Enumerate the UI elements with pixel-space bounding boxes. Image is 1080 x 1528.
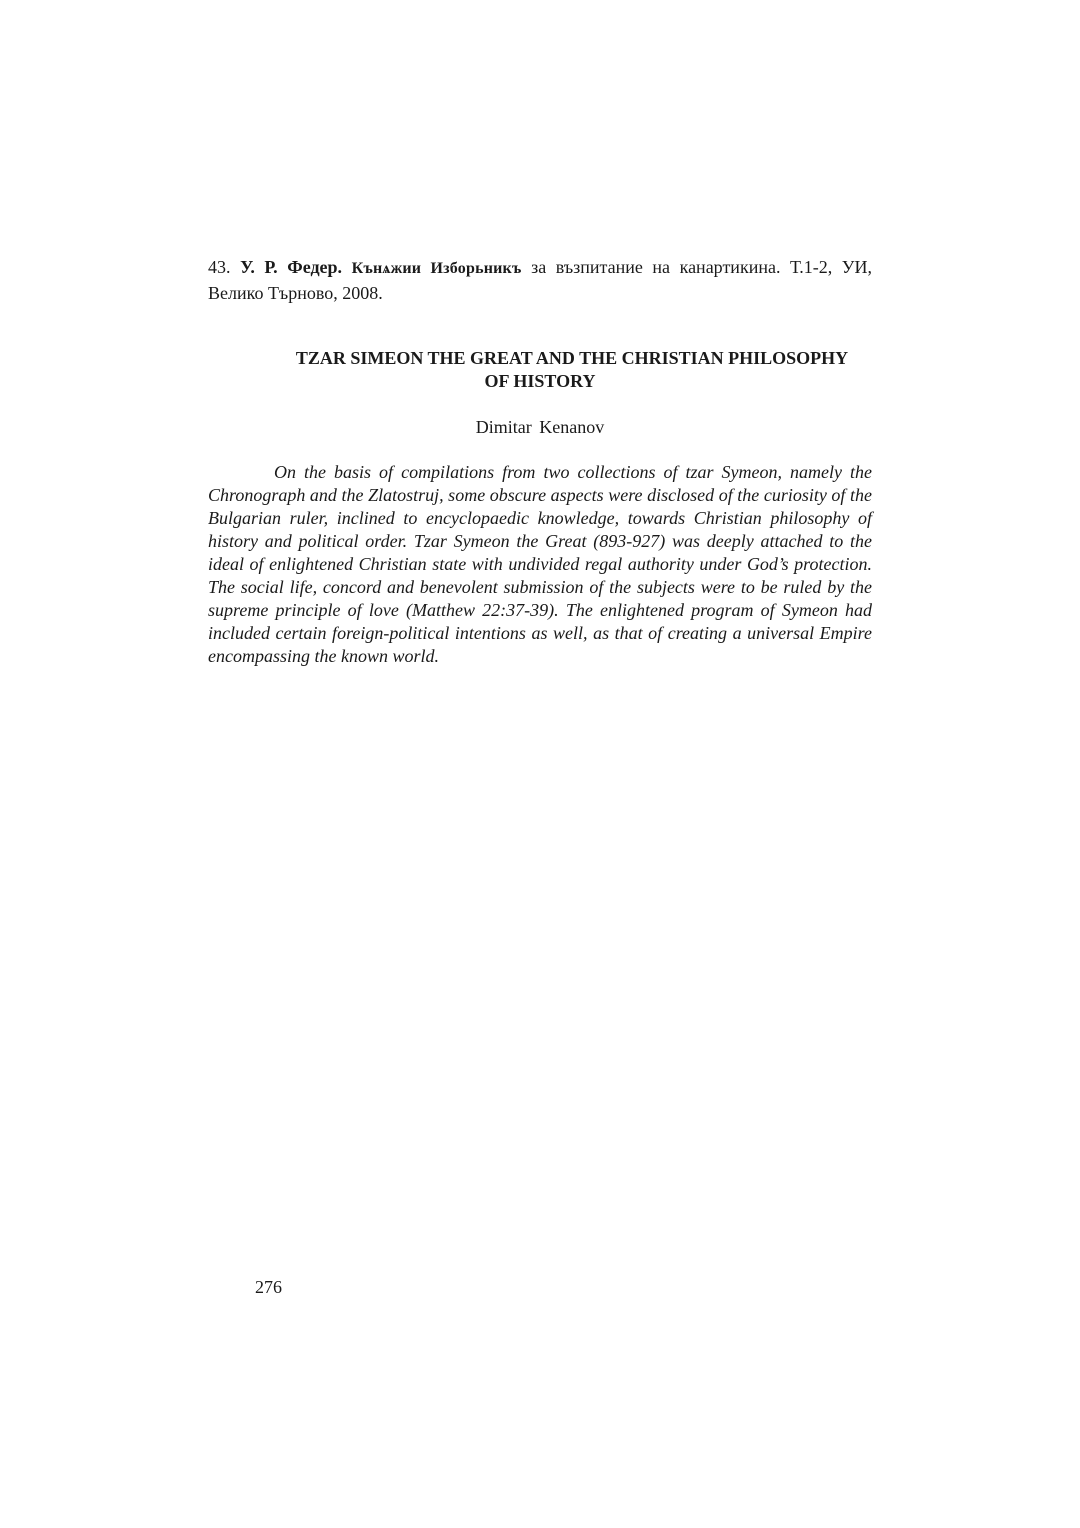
- bibliography-entry: [208, 255, 872, 306]
- article-abstract: On the basis of compilations from two collections of tzar Symeon, namely the Chronograph and the Zlatostruj, some obscure aspects were disclosed of the curiosity of the Bulgarian ruler, inclined to encyclopaedic knowledge, towards Christian philosophy of history and political order. Tzar Symeon the Great (893-927) was deeply attached to the ideal of enlightened Christian state with undivided regal authority under God’s protection. The social life, concord and benevolent submission of the subjects were to be ruled by the supreme principle of love (Matthew 22:37-39). The enlightened program of Symeon had included certain foreign-political intentions as well, as that of creating a universal Empire encompassing the known world.: [208, 462, 872, 666]
- article-title-line-1: TZAR SIMEON THE GREAT AND THE CHRISTIAN PHILOSOPHY: [295, 348, 849, 368]
- article-title: [208, 347, 872, 393]
- article-author: Dimitar Kenanov: [475, 417, 605, 437]
- article-title-line-2: OF HISTORY: [484, 371, 596, 391]
- reference-author: У. Р. Федер.: [240, 257, 343, 277]
- reference-old-title: Кънѧжии Изборьникъ: [351, 260, 522, 277]
- reference-details: за възпитание на канартикина. Т.1-2, УИ, Велико Търново, 2008.: [208, 257, 873, 303]
- reference-number: 43.: [208, 257, 231, 277]
- page-number: 276: [255, 1277, 282, 1297]
